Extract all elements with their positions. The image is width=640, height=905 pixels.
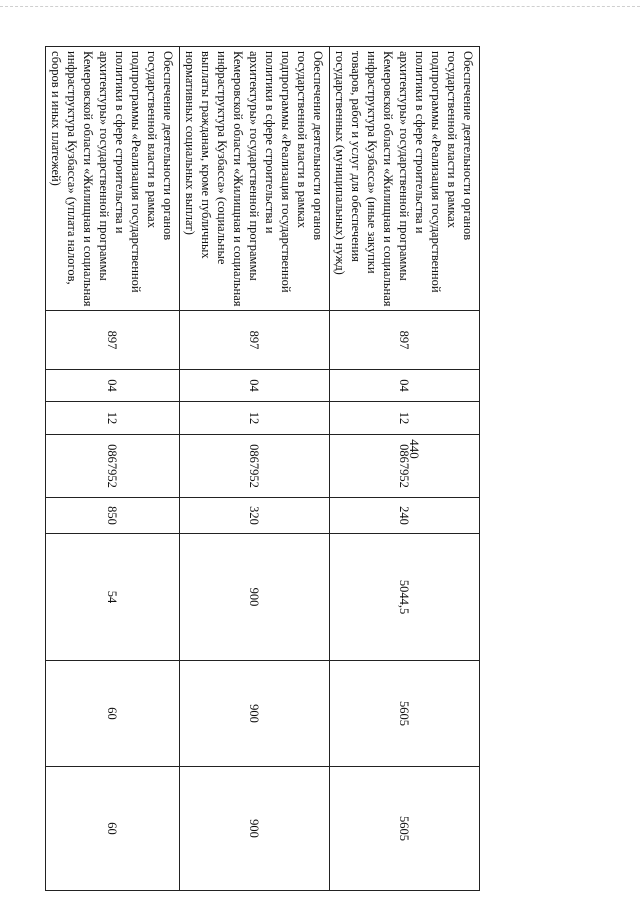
section-code: 04	[46, 370, 180, 402]
amount-1: 54	[46, 534, 180, 661]
ministry-code: 897	[46, 311, 180, 370]
amount-2: 60	[46, 661, 180, 767]
section-code: 04	[180, 370, 330, 402]
amount-1: 900	[180, 534, 330, 661]
scan-edge	[0, 0, 640, 7]
target-article-code: 0867952	[46, 435, 180, 498]
table-row	[180, 47, 330, 891]
row-description: Обеспечение деятельности органов государственной власти в рамках подпрограммы «Реализация государственной политики в сфере строительства и архитектуры» государственной программы Кемеровской области «Жилищная и социальная инфраструктура Кузбасса» (иные закупки товаров, работ и услуг для обеспечения государственных (муниципальных) нужд)	[330, 47, 480, 311]
target-article-code: 0867952	[180, 435, 330, 498]
amount-2: 900	[180, 661, 330, 767]
amount-1: 5044,5	[330, 534, 480, 661]
rotated-table-frame	[49, 46, 480, 890]
amount-2: 5605	[330, 661, 480, 767]
subsection-code: 12	[180, 402, 330, 435]
row-description: Обеспечение деятельности органов государственной власти в рамках подпрограммы «Реализация государственной политики в сфере строительства и архитектуры» государственной программы Кемеровской области «Жилищная и социальная инфраструктура Кузбасса» (уплата налогов, сборов и иных платежей)	[46, 47, 180, 311]
expense-type-code: 320	[180, 498, 330, 534]
page-number: 440	[407, 439, 422, 459]
amount-3: 900	[180, 767, 330, 891]
expense-type-code: 240	[330, 498, 480, 534]
ministry-code: 897	[180, 311, 330, 370]
subsection-code: 12	[330, 402, 480, 435]
section-code: 04	[330, 370, 480, 402]
target-article-code: 0867952	[330, 435, 480, 498]
table-row	[330, 47, 480, 891]
budget-table	[45, 46, 480, 891]
row-description: Обеспечение деятельности органов государственной власти в рамках подпрограммы «Реализация государственной политики в сфере строительства и архитектуры» государственной программы Кемеровской области «Жилищная и социальная инфраструктура Кузбасса» (социальные выплаты гражданам, кроме публичных нормативных социальных выплат)	[180, 47, 330, 311]
subsection-code: 12	[46, 402, 180, 435]
amount-3: 5605	[330, 767, 480, 891]
amount-3: 60	[46, 767, 180, 891]
expense-type-code: 850	[46, 498, 180, 534]
table-row	[46, 47, 180, 891]
ministry-code: 897	[330, 311, 480, 370]
